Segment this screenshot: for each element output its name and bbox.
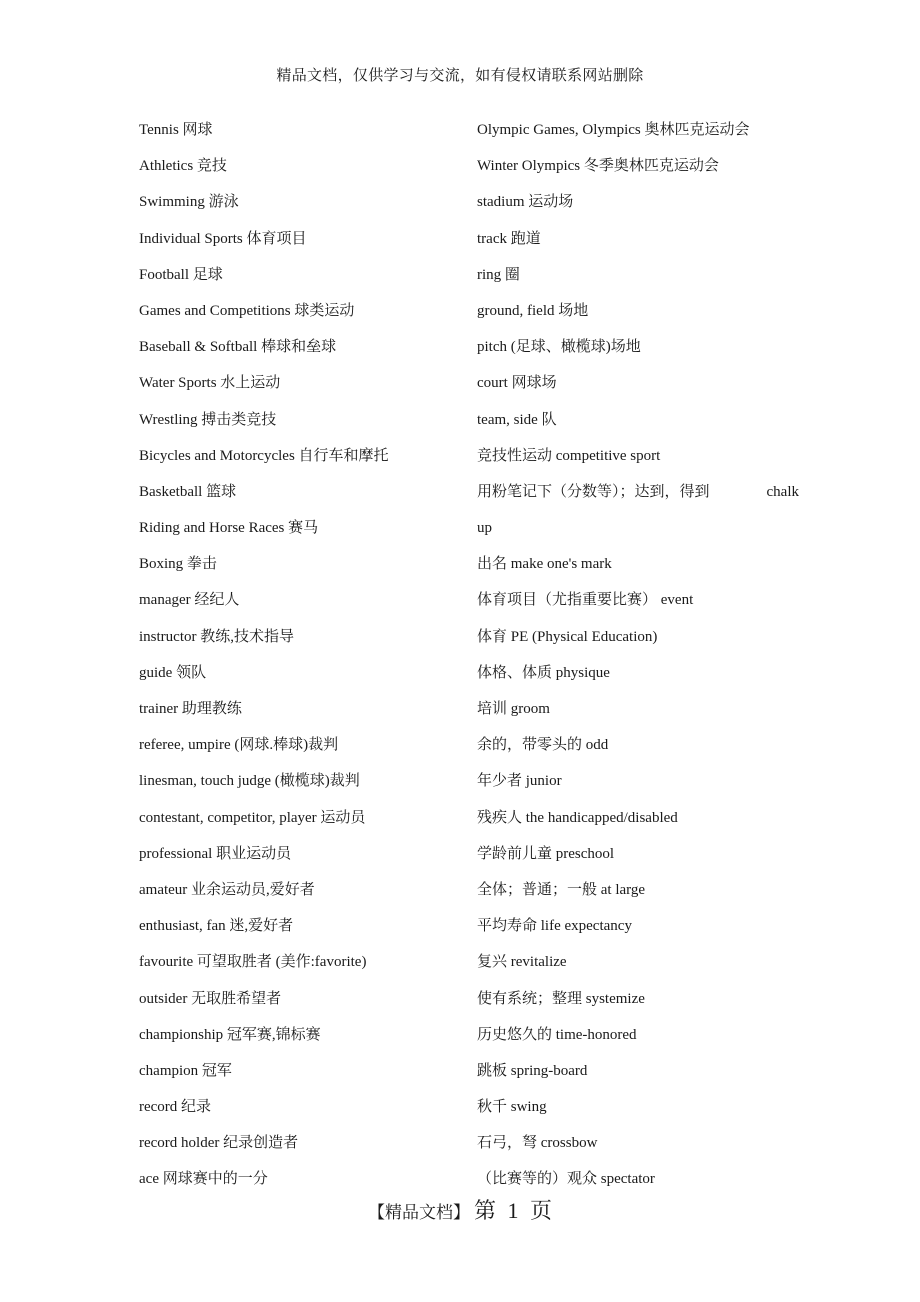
vocab-entry: 跳板 spring-board [477, 1062, 588, 1079]
vocab-entry: record holder 纪录创造者 [139, 1135, 299, 1152]
vocabulary-columns [139, 112, 799, 1198]
page-header: 精品文档，仅供学习与交流，如有侵权请联系网站删除 [276, 68, 644, 84]
vocab-entry: （比赛等的）观众 spectator [477, 1171, 655, 1188]
vocab-entry: Water Sports 水上运动 [139, 375, 281, 392]
vocab-entry: team, side 队 [477, 411, 557, 428]
vocab-entry-continuation: up [477, 520, 492, 537]
vocab-entry: Swimming 游泳 [139, 194, 239, 211]
vocab-entry: 学龄前儿童 preschool [477, 845, 615, 862]
vocab-entry: 全体；普通；一般 at large [477, 881, 646, 898]
vocab-entry: Riding and Horse Races 赛马 [139, 520, 319, 537]
vocab-entry: Individual Sports 体育项目 [139, 230, 307, 247]
vocab-entry: trainer 助理教练 [139, 701, 242, 717]
vocab-entry: ground, field 场地 [477, 302, 589, 319]
vocab-entry: 竞技性运动 competitive sport [477, 447, 661, 464]
vocab-entry: Wrestling 搏击类竞技 [139, 411, 277, 428]
vocab-entry: Athletics 竞技 [139, 158, 227, 175]
vocab-entry: amateur 业余运动员,爱好者 [139, 881, 315, 898]
vocab-entry: Basketball 篮球 [139, 483, 237, 500]
vocab-entry: outsider 无取胜希望者 [139, 990, 282, 1007]
vocab-entry: championship 冠军赛,锦标赛 [139, 1026, 321, 1043]
page-number: 第 1 页 [473, 1198, 552, 1223]
vocab-entry: enthusiast, fan 迷,爱好者 [139, 918, 294, 935]
vocab-entry: Baseball & Softball 棒球和垒球 [139, 339, 337, 356]
vocab-entry: 平均寿命 life expectancy [477, 918, 632, 935]
vocab-entry: 石弓，弩 crossbow [477, 1135, 598, 1152]
vocab-entry: 体育项目（尤指重要比赛） event [477, 592, 694, 609]
vocab-entry: ace 网球赛中的一分 [139, 1171, 268, 1188]
right-column [477, 112, 799, 1198]
wrapped-entry-start: 用粉笔记下（分数等）；达到，得到 [477, 483, 710, 500]
vocab-entry: guide 领队 [139, 664, 207, 681]
vocab-entry: 余的，带零头的 odd [477, 737, 609, 754]
wrapped-entry-end: chalk [766, 483, 799, 500]
vocab-entry: record 纪录 [139, 1099, 212, 1116]
vocab-entry: 体格、体质 physique [477, 664, 610, 681]
vocab-entry: 历史悠久的 time-honored [477, 1026, 637, 1043]
vocab-entry: champion 冠军 [139, 1062, 232, 1079]
vocab-entry: 出名 make one's mark [477, 556, 612, 573]
vocab-entry: Football 足球 [139, 266, 223, 283]
vocab-entry: Tennis 网球 [139, 122, 213, 138]
vocab-entry: 使有系统；整理 systemize [477, 990, 645, 1007]
vocab-entry: manager 经纪人 [139, 592, 240, 609]
vocab-entry: track 跑道 [477, 230, 541, 247]
vocab-entry: referee, umpire (网球.棒球)裁判 [139, 737, 339, 754]
vocab-entry: 体育 PE (Physical Education) [477, 628, 658, 645]
vocab-entry: court 网球场 [477, 375, 557, 392]
vocab-entry: 培训 groom [477, 701, 550, 717]
vocab-entry: 复兴 revitalize [477, 954, 567, 971]
vocab-entry: pitch (足球、橄榄球)场地 [477, 339, 641, 356]
vocab-entry: stadium 运动场 [477, 194, 574, 211]
vocab-entry: 秋千 swing [477, 1099, 547, 1116]
vocab-entry: 残疾人 the handicapped/disabled [477, 809, 678, 826]
vocab-entry: linesman, touch judge (橄榄球)裁判 [139, 773, 360, 790]
vocab-entry: professional 职业运动员 [139, 845, 292, 862]
page-footer [0, 1194, 920, 1225]
vocab-entry: favourite 可望取胜者 (美作:favorite) [139, 954, 367, 971]
vocab-entry: Bicycles and Motorcycles 自行车和摩托 [139, 447, 389, 464]
footer-label: 【精品文档】 [367, 1203, 470, 1222]
left-column [139, 112, 477, 1198]
vocab-entry: ring 圈 [477, 266, 520, 283]
vocab-entry: Winter Olympics 冬季奥林匹克运动会 [477, 158, 719, 175]
vocab-entry: Boxing 拳击 [139, 556, 217, 573]
vocab-entry-wrapped [477, 474, 799, 510]
vocab-entry: Olympic Games, Olympics 奥林匹克运动会 [477, 122, 750, 138]
vocab-entry: Games and Competitions 球类运动 [139, 302, 355, 319]
vocab-entry: 年少者 junior [477, 773, 562, 790]
vocab-entry: contestant, competitor, player 运动员 [139, 809, 366, 826]
vocab-entry: instructor 教练,技术指导 [139, 628, 294, 645]
